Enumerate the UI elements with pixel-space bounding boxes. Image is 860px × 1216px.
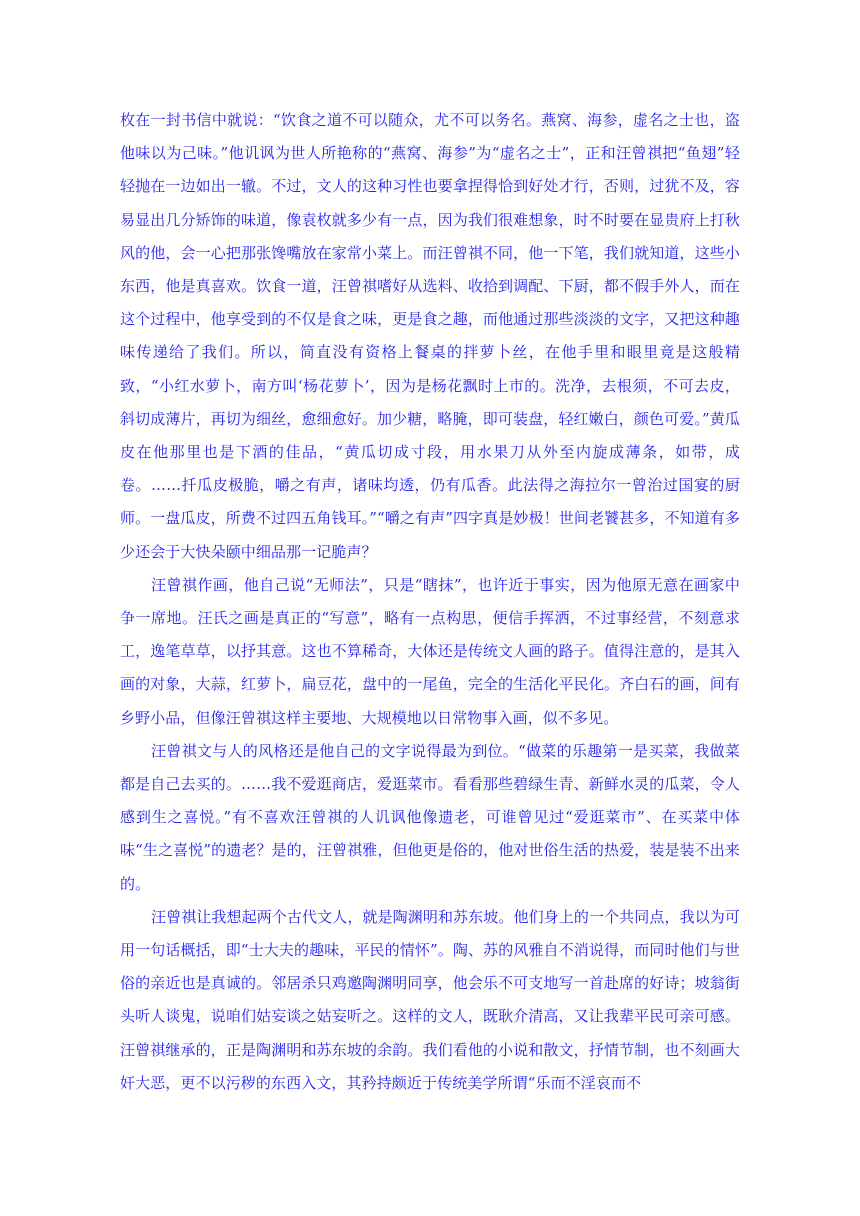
paragraph: 枚在一封书信中就说：“饮食之道不可以随众，尤不可以务名。燕窝、海参，虚名之士也，盗他味以为己味。”他讥讽为世人所艳称的“燕窝、海参”为“虚名之士”，正和汪曾祺把“鱼翅”轻轻抛在一边如出一辙。不过，文人的这种习性也要拿捏得恰到好处才行，否则，过犹不及，容易显出几分矫饰的味道，像袁枚就多少有一点，因为我们很难想象，时不时要在显贵府上打秋风的他，会一心把那张馋嘴放在家常小菜上。而汪曾祺不同，他一下笔，我们就知道，这些小东西，他是真喜欢。饮食一道，汪曾祺嗜好从选料、收拾到调配、下厨，都不假手外人，而在这个过程中，他享受到的不仅是食之味，更是食之趣，而他通过那些淡淡的文字，又把这种趣味传递给了我们。所以，简直没有资格上餐桌的拌萝卜丝，在他手里和眼里竟是这般精致，“小红水萝卜，南方叫‘杨花萝卜’，因为是杨花飘时上市的。洗净，去根须，不可去皮，斜切成薄片，再切为细丝，愈细愈好。加少糖，略腌，即可装盘，轻红嫩白，颜色可爱。”黄瓜皮在他那里也是下酒的佳品，“黄瓜切成寸段，用水果刀从外至内旋成薄条，如带，成卷。……扦瓜皮极脆，嚼之有声，诸味均透，仍有瓜香。此法得之海拉尔一曾治过国宴的厨师。一盘瓜皮，所费不过四五角钱耳。”“嚼之有声”四字真是妙极！世间老饕甚多，不知道有多少还会于大快朵颐中细品那一记脆声？ [120, 111, 740, 561]
paragraph: 汪曾祺文与人的风格还是他自己的文字说得最为到位。“做菜的乐趣第一是买菜，我做菜都是自己去买的。……我不爱逛商店，爱逛菜市。看看那些碧绿生青、新鲜水灵的瓜菜，令人感到生之喜悦。”有不喜欢汪曾祺的人讥讽他像遗老，可谁曾见过“爱逛菜市”、在买菜中体味“生之喜悦”的遗老？是的，汪曾祺雅，但他更是俗的，他对世俗生活的热爱，装是装不出来的。 [120, 741, 740, 893]
document-page [120, 104, 740, 1100]
paragraph: 汪曾祺让我想起两个古代文人，就是陶渊明和苏东坡。他们身上的一个共同点，我以为可用一句话概括，即“士大夫的趣味，平民的情怀”。陶、苏的风雅自不消说得，而同时他们与世俗的亲近也是真诚的。邻居杀只鸡邀陶渊明同享，他会乐不可支地写一首赴席的好诗；坡翁街头听人谈鬼，说咱们姑妄谈之姑妄听之。这样的文人，既耿介清高，又让我辈平民可亲可感。汪曾祺继承的，正是陶渊明和苏东坡的余韵。我们看他的小说和散文，抒情节制，也不刻画大奸大恶，更不以污秽的东西入文，其矜持颇近于传统美学所谓“乐而不淫哀而不 [120, 907, 740, 1092]
paragraph: 汪曾祺作画，他自己说“无师法”，只是“瞎抹”，也许近于事实，因为他原无意在画家中争一席地。汪氏之画是真正的“写意”，略有一点构思，便信手挥洒，不过事经营，不刻意求工，逸笔草草，以抒其意。这也不算稀奇，大体还是传统文人画的路子。值得注意的，是其入画的对象，大蒜，红萝卜，扁豆花，盘中的一尾鱼，完全的生活化平民化。齐白石的画，间有乡野小品，但像汪曾祺这样主要地、大规模地以日常物事入画，似不多见。 [120, 575, 740, 727]
